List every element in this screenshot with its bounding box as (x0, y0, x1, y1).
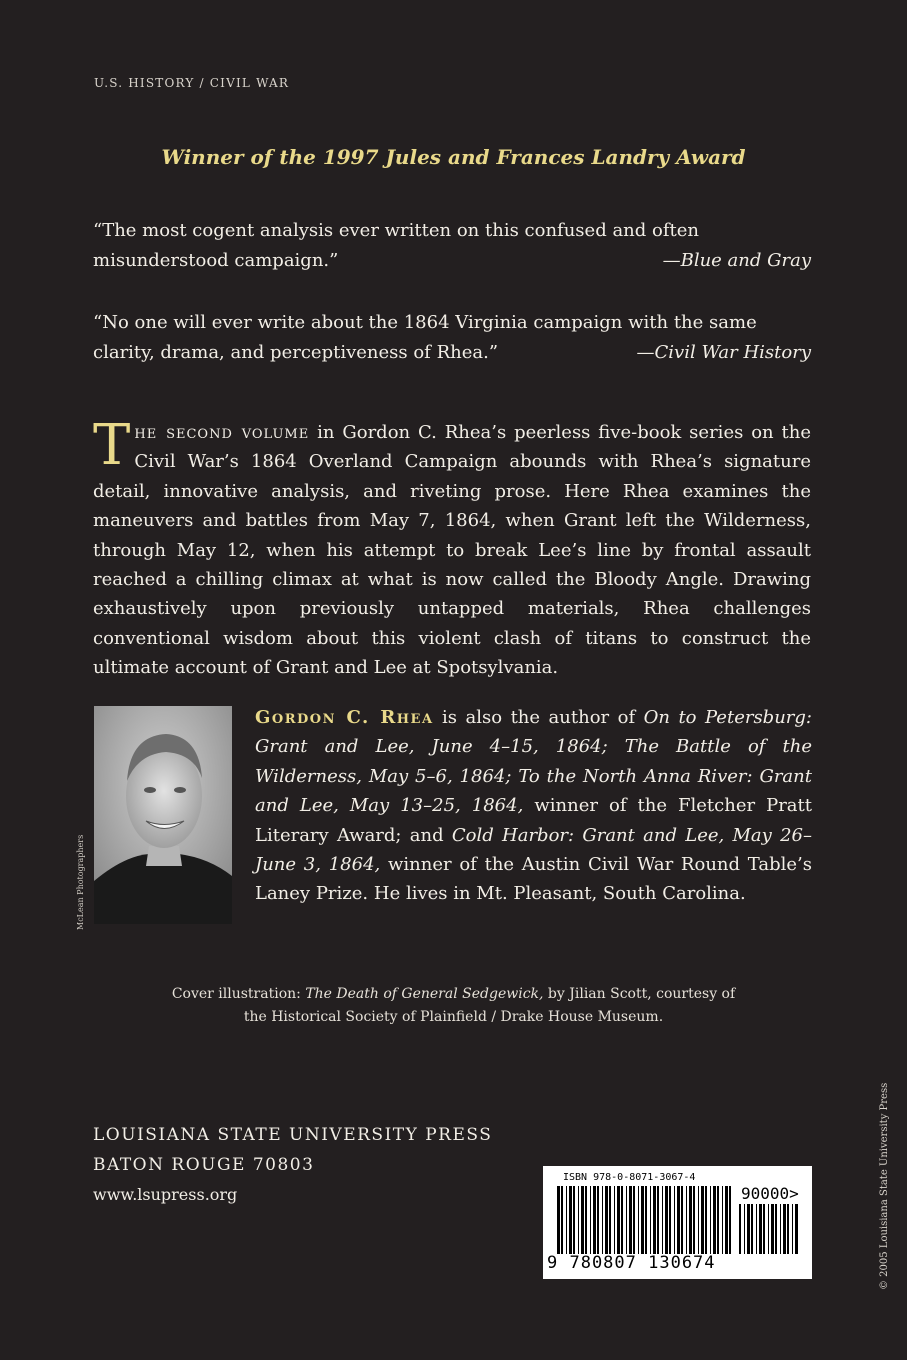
barcode-bar (739, 1204, 741, 1254)
description-lead: he second volume (134, 422, 310, 443)
review-quote (93, 308, 811, 368)
barcode-bar (705, 1186, 707, 1254)
barcode-bar (593, 1186, 596, 1254)
barcode-bar (701, 1186, 704, 1254)
barcode-bar (747, 1204, 750, 1254)
barcode-bar (759, 1204, 762, 1254)
publisher-name: LOUISIANA STATE UNIVERSITY PRESS (93, 1125, 493, 1145)
book-titles: On to Petersburg: Grant and Lee, June 4–15, 1864; The Battle of the Wilderness, May 5–6, 1864; To the North Anna River: Grant and Lee, May 13–25, 1864, (255, 707, 812, 817)
barcode-bar (717, 1186, 719, 1254)
barcode-bar (710, 1186, 711, 1254)
barcode-bar (629, 1186, 632, 1254)
barcode-bar (617, 1186, 620, 1254)
barcode-bars (557, 1186, 735, 1254)
barcode-bar (768, 1204, 769, 1254)
barcode-bar (590, 1186, 591, 1254)
barcode-bar (662, 1186, 663, 1254)
barcode-bar (605, 1186, 608, 1254)
barcode-bar (669, 1186, 671, 1254)
quote-text: “No one will ever write about the 1864 Virginia campaign with the same clarity, drama, and perceptiveness of Rhea.” (93, 312, 757, 363)
barcode-bar (693, 1186, 695, 1254)
barcode-bar (722, 1186, 723, 1254)
quote-source: —Blue and Gray (662, 250, 811, 271)
credit-prefix: Cover illustration: (171, 986, 306, 1002)
barcode-bar (713, 1186, 716, 1254)
description-text: in Gordon C. Rhea’s peerless five-book series on the Civil War’s 1864 Overland Campaign abounds with Rhea’s signature detail, innovative analysis, and riveting prose. Here Rhea examines the maneuvers and battles from May 7, 1864, when Grant left the Wilderness, through May 12, when his attempt to break Lee’s line by frontal assault reached a chilling climax at what is now called the Bloody Angle. Drawing exhaustively upon previously untapped materials, Rhea challenges conventional wisdom about this violent clash of titans to construct the ultimate account of Grant and Lee at Spotsylvania. (93, 422, 811, 679)
category-label: U.S. HISTORY / CIVIL WAR (94, 76, 290, 90)
barcode-bar (681, 1186, 683, 1254)
barcode-bar (725, 1186, 728, 1254)
author-photo (94, 706, 232, 924)
barcode-bar (665, 1186, 668, 1254)
review-quote (93, 216, 811, 276)
barcode-bar (557, 1186, 560, 1254)
barcode-bar (626, 1186, 627, 1254)
publisher-city: BATON ROUGE 70803 (93, 1155, 315, 1175)
barcode-bar (775, 1204, 777, 1254)
barcode-addon-bars (739, 1204, 801, 1254)
barcode-bar (756, 1204, 757, 1254)
barcode-bar (638, 1186, 639, 1254)
author-bio (255, 703, 812, 909)
book-description (93, 413, 811, 683)
barcode-bar (650, 1186, 651, 1254)
barcode-bar (792, 1204, 793, 1254)
barcode-bar (677, 1186, 680, 1254)
barcode-bar (561, 1186, 563, 1254)
barcode-bar (581, 1186, 584, 1254)
bio-text: is also the author of (433, 707, 644, 728)
credit-text: by Jilian Scott, courtesy of (543, 986, 736, 1002)
barcode-bar (787, 1204, 789, 1254)
barcode-bar (621, 1186, 623, 1254)
publisher-url[interactable]: www.lsupress.org (93, 1185, 238, 1204)
barcode-bar (566, 1186, 567, 1254)
barcode-bar (657, 1186, 659, 1254)
barcode-bar (729, 1186, 731, 1254)
award-heading: Winner of the 1997 Jules and Frances Landry Award (161, 145, 746, 169)
bio-text: winner of the Austin Civil War Round Table’s Laney Prize. He lives in Mt. Pleasant, South Carolina. (255, 854, 812, 905)
barcode-bar (763, 1204, 765, 1254)
barcode-bar (641, 1186, 644, 1254)
barcode (543, 1166, 812, 1279)
barcode-bar (689, 1186, 692, 1254)
barcode-bar (686, 1186, 687, 1254)
barcode-bar (783, 1204, 786, 1254)
quote-source: —Civil War History (636, 342, 811, 363)
bio-text: winner of the Fletcher Pratt Literary Award; and (255, 795, 813, 846)
book-title: Cold Harbor: Grant and Lee, May 26–June 3, 1864, (255, 824, 812, 876)
barcode-bar (674, 1186, 675, 1254)
barcode-bar (578, 1186, 579, 1254)
barcode-bar (614, 1186, 615, 1254)
price-code: 90000> (741, 1184, 799, 1203)
isbn-label: ISBN 978-0-8071-3067-4 (563, 1172, 696, 1183)
credit-line-1 (0, 983, 907, 1006)
barcode-bar (645, 1186, 647, 1254)
drop-cap: T (93, 413, 131, 478)
painting-title: The Death of General Sedgewick, (305, 986, 544, 1002)
barcode-bar (751, 1204, 753, 1254)
barcode-bar (771, 1204, 774, 1254)
barcode-bar (602, 1186, 603, 1254)
barcode-bar (569, 1186, 572, 1254)
barcode-number: 9 780807 130674 (547, 1253, 716, 1273)
copyright-notice: © 2005 Louisiana State University Press (879, 1082, 890, 1290)
quote-text: “The most cogent analysis ever written on this confused and often misunderstood campaign.” (93, 220, 699, 271)
barcode-bar (573, 1186, 575, 1254)
photo-credit: McLean Photographers (76, 834, 85, 930)
barcode-bar (780, 1204, 781, 1254)
barcode-bar (698, 1186, 699, 1254)
barcode-bar (653, 1186, 656, 1254)
barcode-bar (744, 1204, 745, 1254)
barcode-bar (597, 1186, 599, 1254)
barcode-bar (609, 1186, 611, 1254)
author-portrait-image (94, 706, 232, 924)
barcode-bar (585, 1186, 587, 1254)
credit-line-2: the Historical Society of Plainfield / Drake House Museum. (243, 1009, 664, 1025)
barcode-bar (633, 1186, 635, 1254)
cover-illustration-credit (0, 983, 907, 1029)
author-name: Gordon C. Rhea (255, 707, 434, 728)
barcode-bar (795, 1204, 798, 1254)
